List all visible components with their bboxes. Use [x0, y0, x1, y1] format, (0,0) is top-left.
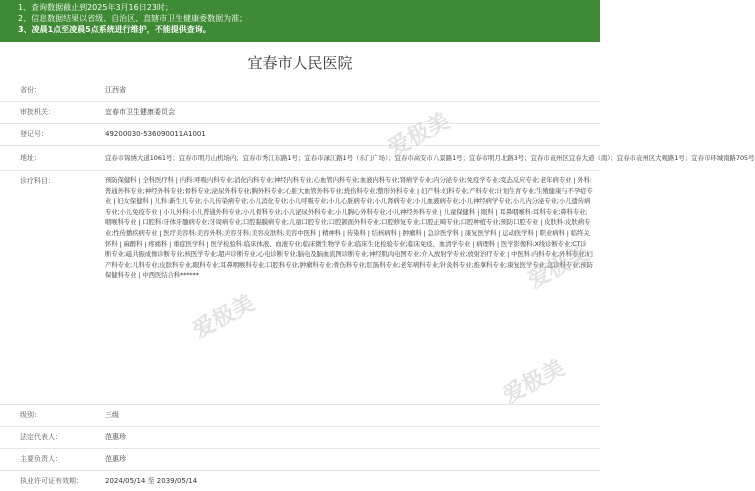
validity-label: 执业许可证有效期：: [20, 477, 83, 485]
watermark-logo: 爱极美: [383, 108, 454, 162]
info-table: [0, 80, 755, 491]
validity-value: 2024/05/14 至 2039/05/14: [105, 477, 198, 485]
watermark-logo-2: 爱极美: [523, 240, 594, 294]
province-value: 江西省: [105, 86, 126, 94]
row-legal-rep: [0, 427, 600, 449]
notice-line-1: 1、查询数据截止到2025年3月16日23时；: [18, 3, 173, 12]
hospital-title: 宜春市人民医院: [247, 54, 353, 72]
scope-value: 预防保健科 | 全科医疗科 | 内科:呼吸内科专业;消化内科专业;神经内科专业;心血管内科专业;血液内科专业;肾病学专业;内分泌专业;免疫学专业;变态反应专业;老年病专业 | 外科:普通外科专业;神经外科专业;骨科专业;泌尿外科专业;胸外科专业;心脏大血管外科专业;烧伤科专业;整形外科专业 | 妇产科:妇科专业;产科专业;计划生育专业;生殖健康与不孕症专业 | 妇女保健科 | 儿科:新生儿专业;小儿传染病专业;小儿消化专业;小儿呼吸专业;小儿心脏病专业;小儿肾病专业;小儿血液病专业;小儿神经病学专业;小儿内分泌专业;小儿遗传病专业;小儿免疫专业 | 小儿外科:小儿普通外科专业;小儿骨科专业;小儿泌尿外科专业;小儿胸心外科专业;小儿神经外科专业 | 儿童保健科 | 眼科 | 耳鼻咽喉科:耳科专业;鼻科专业;咽喉科专业 | 口腔科:牙体牙髓病专业;牙周病专业;口腔黏膜病专业;儿童口腔专业;口腔颌面外科专业;口腔修复专业;口腔正畸专业;口腔种植专业;预防口腔专业 | 皮肤科:皮肤病专业;性传播疾病专业 | 医疗美容科:美容外科;美容牙科;美容皮肤科;美容中医科 | 精神科 | 传染科 | 结核病科 | 肿瘤科 | 急诊医学科 | 康复医学科 | 运动医学科 | 职业病科 | 临终关怀科 | 麻醉科 | 疼痛科 | 重症医学科 | 医学检验科:临床体液、血液专业;临床微生物学专业;临床生化检验专业;临床免疫、血清学专业 | 病理科 | 医学影像科:X线诊断专业;CT诊断专业;磁共振成像诊断专业;核医学专业;超声诊断专业;心电诊断专业;脑电及脑血流图诊断专业;神经肌肉电图专业;介入放射学专业;放射治疗专业 | 中医科:内科专业;外科专业;妇产科专业;儿科专业;皮肤科专业;眼科专业;耳鼻咽喉科专业;口腔科专业;肿瘤科专业;骨伤科专业;肛肠科专业;老年病科专业;针灸科专业;推拿科专业;康复医学专业;急诊科专业;预防保健科专业 | 中西医结合科******: [105, 176, 593, 280]
authority-label: 审批机关：: [20, 108, 55, 116]
reg-no-label: 登记号：: [20, 130, 48, 138]
row-province: [0, 80, 600, 102]
row-scope: [0, 171, 600, 405]
notice-banner: [0, 0, 600, 42]
row-grade: [0, 405, 600, 427]
watermark-logo-3: 爱极美: [188, 290, 259, 344]
row-validity: [0, 471, 600, 491]
scope-label: 诊疗科目：: [20, 177, 55, 185]
address-value: 宜春市锦绣大道1061号；宜春市明月山机场内；宜春市秀江东路1号；宜春市渌江路1号（东门广场）；宜春市高安市八景路1号；宜春市明月北路3号；宜春市袁州区宜春大道（南）；宜春市袁州区大观路1号；宜春市环城南路705号: [105, 154, 755, 162]
legal-rep-value: 范惠珍: [105, 433, 126, 441]
row-authority: [0, 102, 600, 124]
grade-label: 级别：: [20, 411, 41, 419]
row-reg-no: [0, 124, 600, 146]
notice-line-3: 3、凌晨1点至凌晨5点系统进行维护，不能提供查询。: [18, 25, 211, 34]
grade-value: 三级: [105, 411, 119, 419]
legal-rep-label: 法定代表人：: [20, 433, 62, 441]
row-principal: [0, 449, 600, 471]
province-label: 省份：: [20, 86, 41, 94]
notice-line-2: 2、信息数据结果以省级、自治区、直辖市卫生健康委数据为准；: [18, 14, 248, 23]
address-label: 地址：: [20, 154, 41, 162]
reg-no-value: 49200030-536090011A1001: [105, 130, 206, 138]
principal-value: 范惠珍: [105, 455, 126, 463]
row-address: [0, 146, 755, 171]
authority-value: 宜春市卫生健康委员会: [105, 108, 175, 116]
watermark-logo-4: 爱极美: [498, 355, 569, 409]
principal-label: 主要负责人：: [20, 455, 62, 463]
